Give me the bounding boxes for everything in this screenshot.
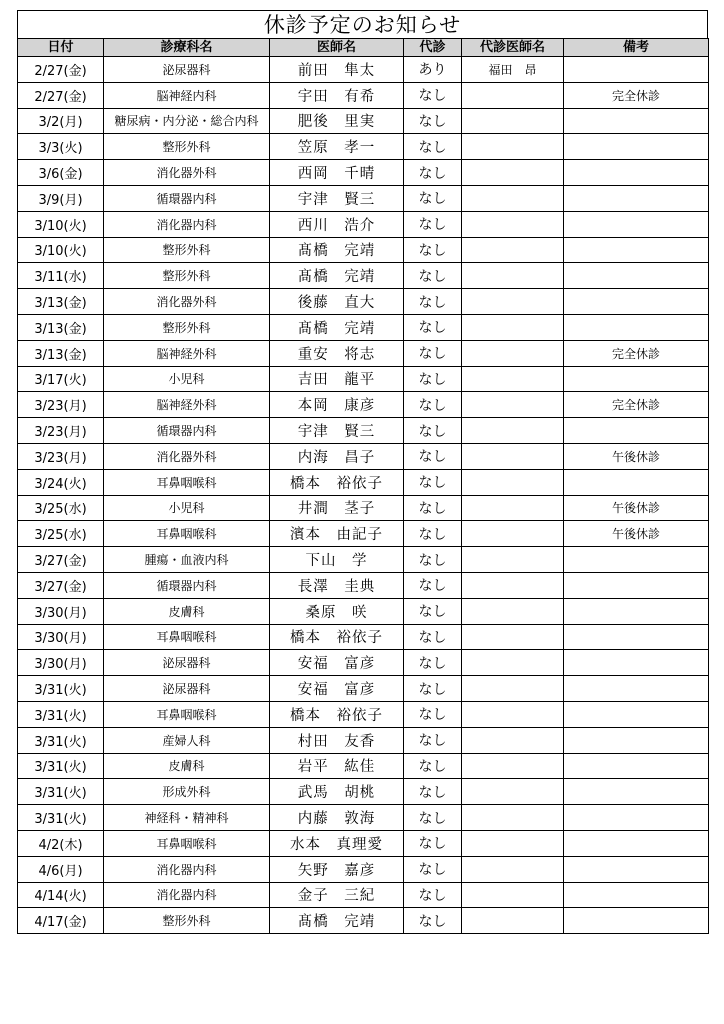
- doctor-cell: 吉田 龍平: [270, 366, 404, 392]
- department-cell: 消化器外科: [104, 160, 270, 186]
- date-cell: 3/2(月): [18, 108, 104, 134]
- table-row: [18, 366, 709, 392]
- date-cell: 3/6(金): [18, 160, 104, 186]
- date-cell: 3/31(火): [18, 779, 104, 805]
- department-cell: 形成外科: [104, 779, 270, 805]
- substitute-cell: なし: [404, 469, 462, 495]
- doctor-cell: 肥後 里実: [270, 108, 404, 134]
- substitute-cell: なし: [404, 676, 462, 702]
- substitute-doctor-cell: [462, 753, 564, 779]
- substitute-cell: なし: [404, 418, 462, 444]
- department-cell: 脳神経外科: [104, 340, 270, 366]
- doctor-cell: 重安 将志: [270, 340, 404, 366]
- department-cell: 皮膚科: [104, 753, 270, 779]
- note-cell: [564, 108, 709, 134]
- note-cell: [564, 882, 709, 908]
- column-header-substitute: 代診: [404, 39, 462, 57]
- note-cell: [564, 624, 709, 650]
- date-cell: 3/30(月): [18, 624, 104, 650]
- date-cell: 3/11(水): [18, 263, 104, 289]
- substitute-cell: なし: [404, 727, 462, 753]
- note-cell: [564, 366, 709, 392]
- doctor-cell: 安福 富彦: [270, 650, 404, 676]
- doctor-cell: 村田 友香: [270, 727, 404, 753]
- note-cell: [564, 185, 709, 211]
- doctor-cell: 宇津 賢三: [270, 418, 404, 444]
- note-cell: 完全休診: [564, 82, 709, 108]
- substitute-doctor-cell: [462, 521, 564, 547]
- department-cell: 神経科・精神科: [104, 805, 270, 831]
- table-row: [18, 856, 709, 882]
- department-cell: 整形外科: [104, 908, 270, 934]
- table-row: [18, 82, 709, 108]
- date-cell: 3/23(月): [18, 443, 104, 469]
- doctor-cell: 宇田 有希: [270, 82, 404, 108]
- date-cell: 3/10(火): [18, 237, 104, 263]
- date-cell: 3/27(金): [18, 547, 104, 573]
- doctor-cell: 髙橋 完靖: [270, 908, 404, 934]
- table-row: [18, 134, 709, 160]
- department-cell: 循環器内科: [104, 572, 270, 598]
- note-cell: [564, 779, 709, 805]
- substitute-doctor-cell: [462, 340, 564, 366]
- note-cell: [564, 211, 709, 237]
- department-cell: 皮膚科: [104, 598, 270, 624]
- doctor-cell: 長澤 圭典: [270, 572, 404, 598]
- substitute-doctor-cell: [462, 495, 564, 521]
- date-cell: 4/2(木): [18, 830, 104, 856]
- note-cell: [564, 314, 709, 340]
- department-cell: 小児科: [104, 366, 270, 392]
- date-cell: 3/30(月): [18, 598, 104, 624]
- date-cell: 3/23(月): [18, 392, 104, 418]
- substitute-cell: なし: [404, 443, 462, 469]
- column-header-substitute-doctor: 代診医師名: [462, 39, 564, 57]
- date-cell: 2/27(金): [18, 82, 104, 108]
- doctor-cell: 安福 富彦: [270, 676, 404, 702]
- doctor-cell: 橋本 裕依子: [270, 701, 404, 727]
- note-cell: [564, 263, 709, 289]
- substitute-doctor-cell: [462, 650, 564, 676]
- note-cell: [564, 469, 709, 495]
- table-row: [18, 572, 709, 598]
- note-cell: [564, 160, 709, 186]
- department-cell: 腫瘍・血液内科: [104, 547, 270, 573]
- substitute-doctor-cell: [462, 82, 564, 108]
- substitute-cell: なし: [404, 263, 462, 289]
- table-row: [18, 676, 709, 702]
- table-body: [18, 57, 709, 934]
- date-cell: 3/23(月): [18, 418, 104, 444]
- date-cell: 3/31(火): [18, 701, 104, 727]
- table-row: [18, 418, 709, 444]
- note-cell: 午後休診: [564, 443, 709, 469]
- note-cell: [564, 237, 709, 263]
- substitute-cell: なし: [404, 314, 462, 340]
- table-row: [18, 314, 709, 340]
- department-cell: 耳鼻咽喉科: [104, 701, 270, 727]
- note-cell: [564, 830, 709, 856]
- note-cell: 完全休診: [564, 392, 709, 418]
- doctor-cell: 桑原 咲: [270, 598, 404, 624]
- date-cell: 4/6(月): [18, 856, 104, 882]
- table-row: [18, 830, 709, 856]
- department-cell: 脳神経内科: [104, 82, 270, 108]
- doctor-cell: 水本 真理愛: [270, 830, 404, 856]
- table-row: [18, 57, 709, 83]
- substitute-doctor-cell: [462, 598, 564, 624]
- note-cell: [564, 598, 709, 624]
- department-cell: 耳鼻咽喉科: [104, 830, 270, 856]
- doctor-cell: 髙橋 完靖: [270, 263, 404, 289]
- substitute-doctor-cell: [462, 263, 564, 289]
- substitute-cell: なし: [404, 134, 462, 160]
- date-cell: 3/31(火): [18, 676, 104, 702]
- doctor-cell: 下山 学: [270, 547, 404, 573]
- department-cell: 消化器内科: [104, 211, 270, 237]
- note-cell: [564, 418, 709, 444]
- table-row: [18, 701, 709, 727]
- substitute-doctor-cell: [462, 572, 564, 598]
- substitute-cell: なし: [404, 856, 462, 882]
- doctor-cell: 岩平 紘佳: [270, 753, 404, 779]
- substitute-doctor-cell: [462, 160, 564, 186]
- date-cell: 3/31(火): [18, 727, 104, 753]
- substitute-doctor-cell: 福田 昂: [462, 57, 564, 83]
- substitute-doctor-cell: [462, 624, 564, 650]
- substitute-doctor-cell: [462, 443, 564, 469]
- date-cell: 3/27(金): [18, 572, 104, 598]
- department-cell: 循環器内科: [104, 185, 270, 211]
- table-row: [18, 547, 709, 573]
- note-cell: [564, 572, 709, 598]
- department-cell: 脳神経外科: [104, 392, 270, 418]
- note-cell: [564, 856, 709, 882]
- doctor-cell: 武馬 胡桃: [270, 779, 404, 805]
- note-cell: [564, 676, 709, 702]
- substitute-cell: なし: [404, 572, 462, 598]
- substitute-doctor-cell: [462, 108, 564, 134]
- doctor-cell: 濱本 由記子: [270, 521, 404, 547]
- page-title: 休診予定のお知らせ: [17, 10, 708, 38]
- note-cell: [564, 727, 709, 753]
- department-cell: 泌尿器科: [104, 676, 270, 702]
- column-header-note: 備考: [564, 39, 709, 57]
- date-cell: 3/25(水): [18, 495, 104, 521]
- substitute-cell: なし: [404, 82, 462, 108]
- substitute-cell: あり: [404, 57, 462, 83]
- table-row: [18, 108, 709, 134]
- table-row: [18, 495, 709, 521]
- doctor-cell: 内藤 敦海: [270, 805, 404, 831]
- note-cell: [564, 805, 709, 831]
- table-row: [18, 392, 709, 418]
- table-row: [18, 650, 709, 676]
- date-cell: 3/3(火): [18, 134, 104, 160]
- note-cell: [564, 701, 709, 727]
- doctor-cell: 金子 三紀: [270, 882, 404, 908]
- date-cell: 3/31(火): [18, 753, 104, 779]
- substitute-doctor-cell: [462, 185, 564, 211]
- table-row: [18, 727, 709, 753]
- doctor-cell: 橋本 裕依子: [270, 624, 404, 650]
- table-row: [18, 263, 709, 289]
- substitute-cell: なし: [404, 521, 462, 547]
- substitute-doctor-cell: [462, 908, 564, 934]
- note-cell: 完全休診: [564, 340, 709, 366]
- table-row: [18, 160, 709, 186]
- table-row: [18, 289, 709, 315]
- department-cell: 産婦人科: [104, 727, 270, 753]
- substitute-doctor-cell: [462, 882, 564, 908]
- column-header-date: 日付: [18, 39, 104, 57]
- table-row: [18, 598, 709, 624]
- substitute-cell: なし: [404, 753, 462, 779]
- note-cell: [564, 650, 709, 676]
- substitute-cell: なし: [404, 289, 462, 315]
- date-cell: 4/17(金): [18, 908, 104, 934]
- table-row: [18, 469, 709, 495]
- substitute-cell: なし: [404, 547, 462, 573]
- substitute-cell: なし: [404, 495, 462, 521]
- table-row: [18, 805, 709, 831]
- substitute-cell: なし: [404, 392, 462, 418]
- date-cell: 3/13(金): [18, 314, 104, 340]
- table-row: [18, 211, 709, 237]
- date-cell: 3/13(金): [18, 289, 104, 315]
- note-cell: [564, 547, 709, 573]
- note-cell: [564, 753, 709, 779]
- date-cell: 3/30(月): [18, 650, 104, 676]
- schedule-sheet: [17, 10, 708, 934]
- table-row: [18, 443, 709, 469]
- substitute-cell: なし: [404, 160, 462, 186]
- substitute-doctor-cell: [462, 418, 564, 444]
- substitute-cell: なし: [404, 211, 462, 237]
- doctor-cell: 井澗 茎子: [270, 495, 404, 521]
- note-cell: 午後休診: [564, 495, 709, 521]
- substitute-doctor-cell: [462, 727, 564, 753]
- department-cell: 耳鼻咽喉科: [104, 624, 270, 650]
- substitute-cell: なし: [404, 830, 462, 856]
- department-cell: 整形外科: [104, 314, 270, 340]
- substitute-doctor-cell: [462, 856, 564, 882]
- table-row: [18, 185, 709, 211]
- substitute-doctor-cell: [462, 237, 564, 263]
- department-cell: 泌尿器科: [104, 650, 270, 676]
- column-header-department: 診療科名: [104, 39, 270, 57]
- substitute-cell: なし: [404, 701, 462, 727]
- date-cell: 3/25(水): [18, 521, 104, 547]
- department-cell: 糖尿病・内分泌・総合内科: [104, 108, 270, 134]
- doctor-cell: 西岡 千晴: [270, 160, 404, 186]
- substitute-doctor-cell: [462, 547, 564, 573]
- substitute-doctor-cell: [462, 469, 564, 495]
- table-row: [18, 882, 709, 908]
- table-row: [18, 753, 709, 779]
- substitute-doctor-cell: [462, 392, 564, 418]
- substitute-doctor-cell: [462, 830, 564, 856]
- substitute-cell: なし: [404, 185, 462, 211]
- substitute-cell: なし: [404, 650, 462, 676]
- doctor-cell: 矢野 嘉彦: [270, 856, 404, 882]
- doctor-cell: 西川 浩介: [270, 211, 404, 237]
- header-row: [18, 39, 709, 57]
- table-row: [18, 624, 709, 650]
- doctor-cell: 後藤 直大: [270, 289, 404, 315]
- closure-table: [17, 38, 709, 934]
- department-cell: 消化器内科: [104, 856, 270, 882]
- substitute-cell: なし: [404, 108, 462, 134]
- date-cell: 3/10(火): [18, 211, 104, 237]
- doctor-cell: 本岡 康彦: [270, 392, 404, 418]
- department-cell: 消化器外科: [104, 443, 270, 469]
- date-cell: 3/9(月): [18, 185, 104, 211]
- note-cell: [564, 57, 709, 83]
- substitute-doctor-cell: [462, 366, 564, 392]
- substitute-cell: なし: [404, 598, 462, 624]
- substitute-doctor-cell: [462, 289, 564, 315]
- department-cell: 整形外科: [104, 263, 270, 289]
- substitute-doctor-cell: [462, 211, 564, 237]
- doctor-cell: 橋本 裕依子: [270, 469, 404, 495]
- substitute-cell: なし: [404, 340, 462, 366]
- substitute-cell: なし: [404, 882, 462, 908]
- department-cell: 泌尿器科: [104, 57, 270, 83]
- date-cell: 3/24(火): [18, 469, 104, 495]
- date-cell: 3/17(火): [18, 366, 104, 392]
- note-cell: [564, 289, 709, 315]
- department-cell: 整形外科: [104, 134, 270, 160]
- doctor-cell: 前田 隼太: [270, 57, 404, 83]
- table-row: [18, 521, 709, 547]
- department-cell: 整形外科: [104, 237, 270, 263]
- substitute-doctor-cell: [462, 134, 564, 160]
- substitute-doctor-cell: [462, 805, 564, 831]
- column-header-doctor: 医師名: [270, 39, 404, 57]
- department-cell: 小児科: [104, 495, 270, 521]
- department-cell: 消化器内科: [104, 882, 270, 908]
- doctor-cell: 内海 昌子: [270, 443, 404, 469]
- substitute-cell: なし: [404, 908, 462, 934]
- doctor-cell: 髙橋 完靖: [270, 314, 404, 340]
- substitute-doctor-cell: [462, 701, 564, 727]
- date-cell: 4/14(火): [18, 882, 104, 908]
- date-cell: 3/13(金): [18, 340, 104, 366]
- note-cell: [564, 134, 709, 160]
- table-row: [18, 908, 709, 934]
- department-cell: 耳鼻咽喉科: [104, 469, 270, 495]
- doctor-cell: 宇津 賢三: [270, 185, 404, 211]
- date-cell: 2/27(金): [18, 57, 104, 83]
- doctor-cell: 髙橋 完靖: [270, 237, 404, 263]
- table-row: [18, 237, 709, 263]
- date-cell: 3/31(火): [18, 805, 104, 831]
- note-cell: [564, 908, 709, 934]
- substitute-cell: なし: [404, 805, 462, 831]
- department-cell: 消化器外科: [104, 289, 270, 315]
- table-row: [18, 340, 709, 366]
- substitute-doctor-cell: [462, 676, 564, 702]
- table-row: [18, 779, 709, 805]
- department-cell: 耳鼻咽喉科: [104, 521, 270, 547]
- doctor-cell: 笠原 孝一: [270, 134, 404, 160]
- substitute-doctor-cell: [462, 314, 564, 340]
- substitute-cell: なし: [404, 624, 462, 650]
- substitute-cell: なし: [404, 237, 462, 263]
- note-cell: 午後休診: [564, 521, 709, 547]
- substitute-doctor-cell: [462, 779, 564, 805]
- substitute-cell: なし: [404, 366, 462, 392]
- substitute-cell: なし: [404, 779, 462, 805]
- department-cell: 循環器内科: [104, 418, 270, 444]
